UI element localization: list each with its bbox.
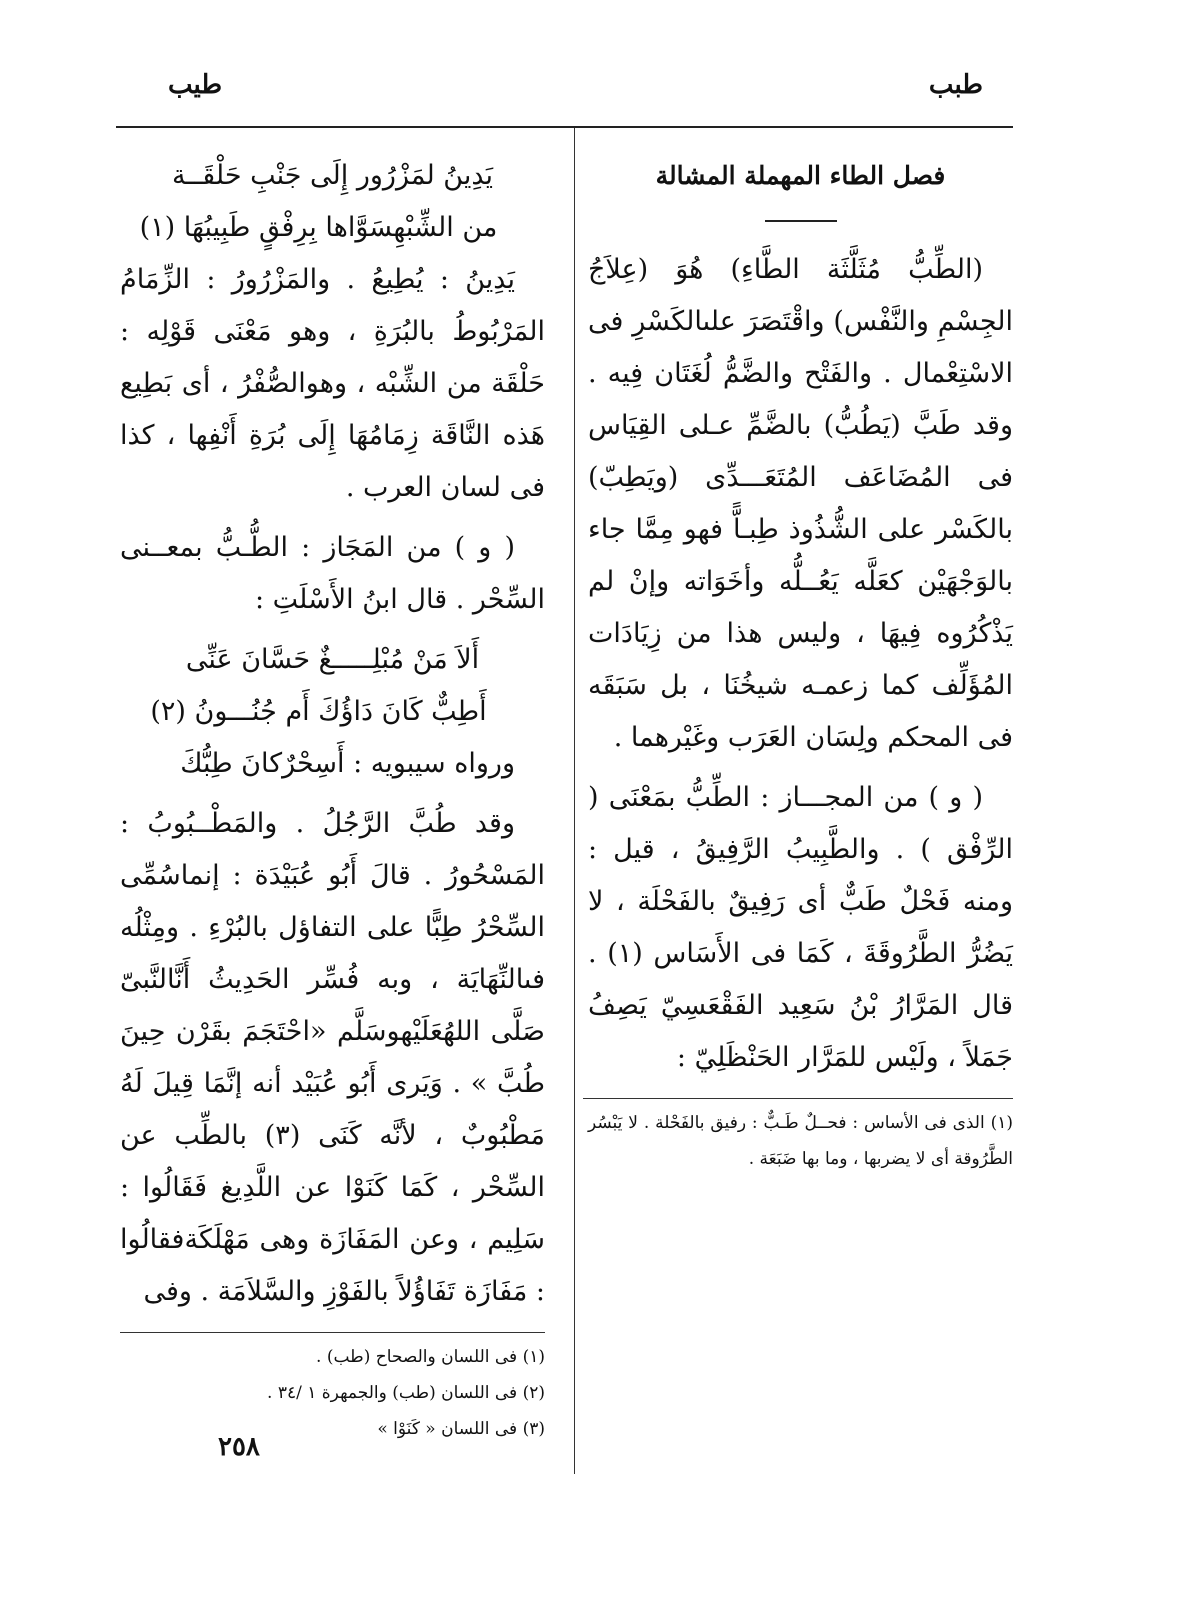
footnote: (١) الذى فى الأساس : فحــلٌ طَـبٌّ : رفيق بالفَحْلة . لا يَبْسُر الطَّرُوقة أى لا يضربها ، وما بها ضَبَعَة . xyxy=(588,1113,1013,1169)
footnote-rule xyxy=(120,1332,545,1333)
paragraph: ( و ) من المجـــاز : الطِّبُّ بمَعْنَى ( الرِّفْق ) . والطَّبِيبُ الرَّفِيقُ ، قيل : ومنه فَحْلٌ طَبٌّ أى رَفِيقٌ بالفَحْلَة ، لا يَضُرُّ الطَّرُوقَةَ ، كَمَا فى الأَسَاس (١) . قال المَرَّارُ بْنُ سَعِيد الفَقْعَسِيّ يَصِفُ جَمَلاً ، ولَيْس للمَرَّار الحَنْظَلِيّ : xyxy=(588,782,1013,1073)
paragraph: ( و ) من المَجَاز : الطُّـبُّ بمعــنى السِّحْر . قال ابنُ الأَسْلَتِ : xyxy=(120,532,545,615)
footnote: (٢) فى اللسان (طب) والجمهرة ١ /٣٤ . xyxy=(267,1383,545,1403)
footnote: (١) فى اللسان والصحاح (طب) . xyxy=(316,1347,545,1367)
header-rule xyxy=(116,126,1013,128)
paragraph: يَدِينُ : يُطِيعُ . والمَزْرُورُ : الزِّمَامُ المَرْبُوطُ بالبُرَةِ ، وهو مَعْنَى قَوْلِه : حَلْقَة من الشِّبْه ، وهوالصُّفْرُ ، أى بَطِيع هَذه النَّاقَة زِمَامُهَا إِلَى بُرَةِ أَنْفِها ، كذا فى لسان العرب . xyxy=(120,264,545,503)
right-column xyxy=(588,150,1013,1177)
verse-line: أَلاَ مَنْ مُبْلِـــــغٌ حَسَّانَ عَنِّى xyxy=(185,644,480,675)
column-divider xyxy=(574,128,575,1474)
verse-line: من الشِّبْهِسَوَّاها بِرِفْقٍ طَبِيبُهَا (١) xyxy=(139,212,498,243)
footnote-rule xyxy=(583,1098,1013,1099)
footnote: (٣) فى اللسان « كَنَوْا » xyxy=(377,1419,545,1439)
page-number: ٢٥٨ xyxy=(218,1432,260,1462)
left-column xyxy=(120,150,545,1447)
header-word-left: طيب xyxy=(168,70,223,100)
verse-line: يَدِينُ لمَزْرُور إِلَى جَنْبِ حَلْقَــة xyxy=(171,160,494,191)
verse-line: أَطِبٌّ كَانَ دَاؤُكَ أَم جُنُـــونُ (٢) xyxy=(150,696,487,727)
title-rule xyxy=(765,220,837,222)
header-word-right: طبب xyxy=(928,70,983,100)
section-title: فصل الطاء المهملة المشالة xyxy=(655,161,946,190)
paragraph: ورواه سيبويه : أَسِحْرٌكانَ طِبُّكَ xyxy=(180,748,515,779)
paragraph: (الطِّبُّ مُثَلَّثَة الطَّاءِ) هُوَ (عِلاَجُ الجِسْمِ والنَّفْس) واقْتَصَرَ علىالكَسْرِ فى الاسْتِعْمال . والفَتْح والضَّمُّ لُغَتَان فِيه . وقد طَبَّ (يَطُبُّ) بالضَّمِّ عـلى القِيَاس فى المُضَاعَف المُتَعَـــدِّى (ويَطِبّ) بالكَسْر على الشُّذُوذ طِبـاًّ فهو مِمَّا جاء بالوَجْهَيْن كعَلَّه يَعُــلُّه وأخَوَاته وإنْ لم يَذْكُرُوه فِيهَا ، وليس هذا من زِيَادَات المُؤَلِّف كما زعمـه شيخُنَا ، بل سَبَقَه فى المحكم ولِسَان العَرَب وغَيْرهما . xyxy=(588,254,1013,753)
paragraph: وقد طُبَّ الرَّجُلُ . والمَطْــبُوبُ : المَسْحُورُ . قالَ أَبُو عُبَيْدَة : إنماسُمِّى السِّحْرُ طِبًّا على التفاؤل بالبُرْءِ . ومِثْلُه فىالنِّهَايَة ، وبه فُسِّر الحَدِيثُ أَنَّالنَّبىّ صَلَّى اللهُعَلَيْهوسَلَّم «احْتَجَمَ بقَرْن حِينَ طُبَّ » . وَيَرى أَبُو عُبَيْد أنه إنَّمَا قِيلَ لَهُ مَطْبُوبٌ ، لأنَّه كَنَى (٣) بالطِّب عن السِّحْر ، كَمَا كَنَوْا عن اللَّدِيغ فَقَالُوا : سَلِيم ، وعن المَفَازَة وهى مَهْلَكَةفقالُوا : مَفَازَة تَفَاؤُلاً بالفَوْزِ والسَّلاَمَة . وفى xyxy=(120,808,545,1307)
